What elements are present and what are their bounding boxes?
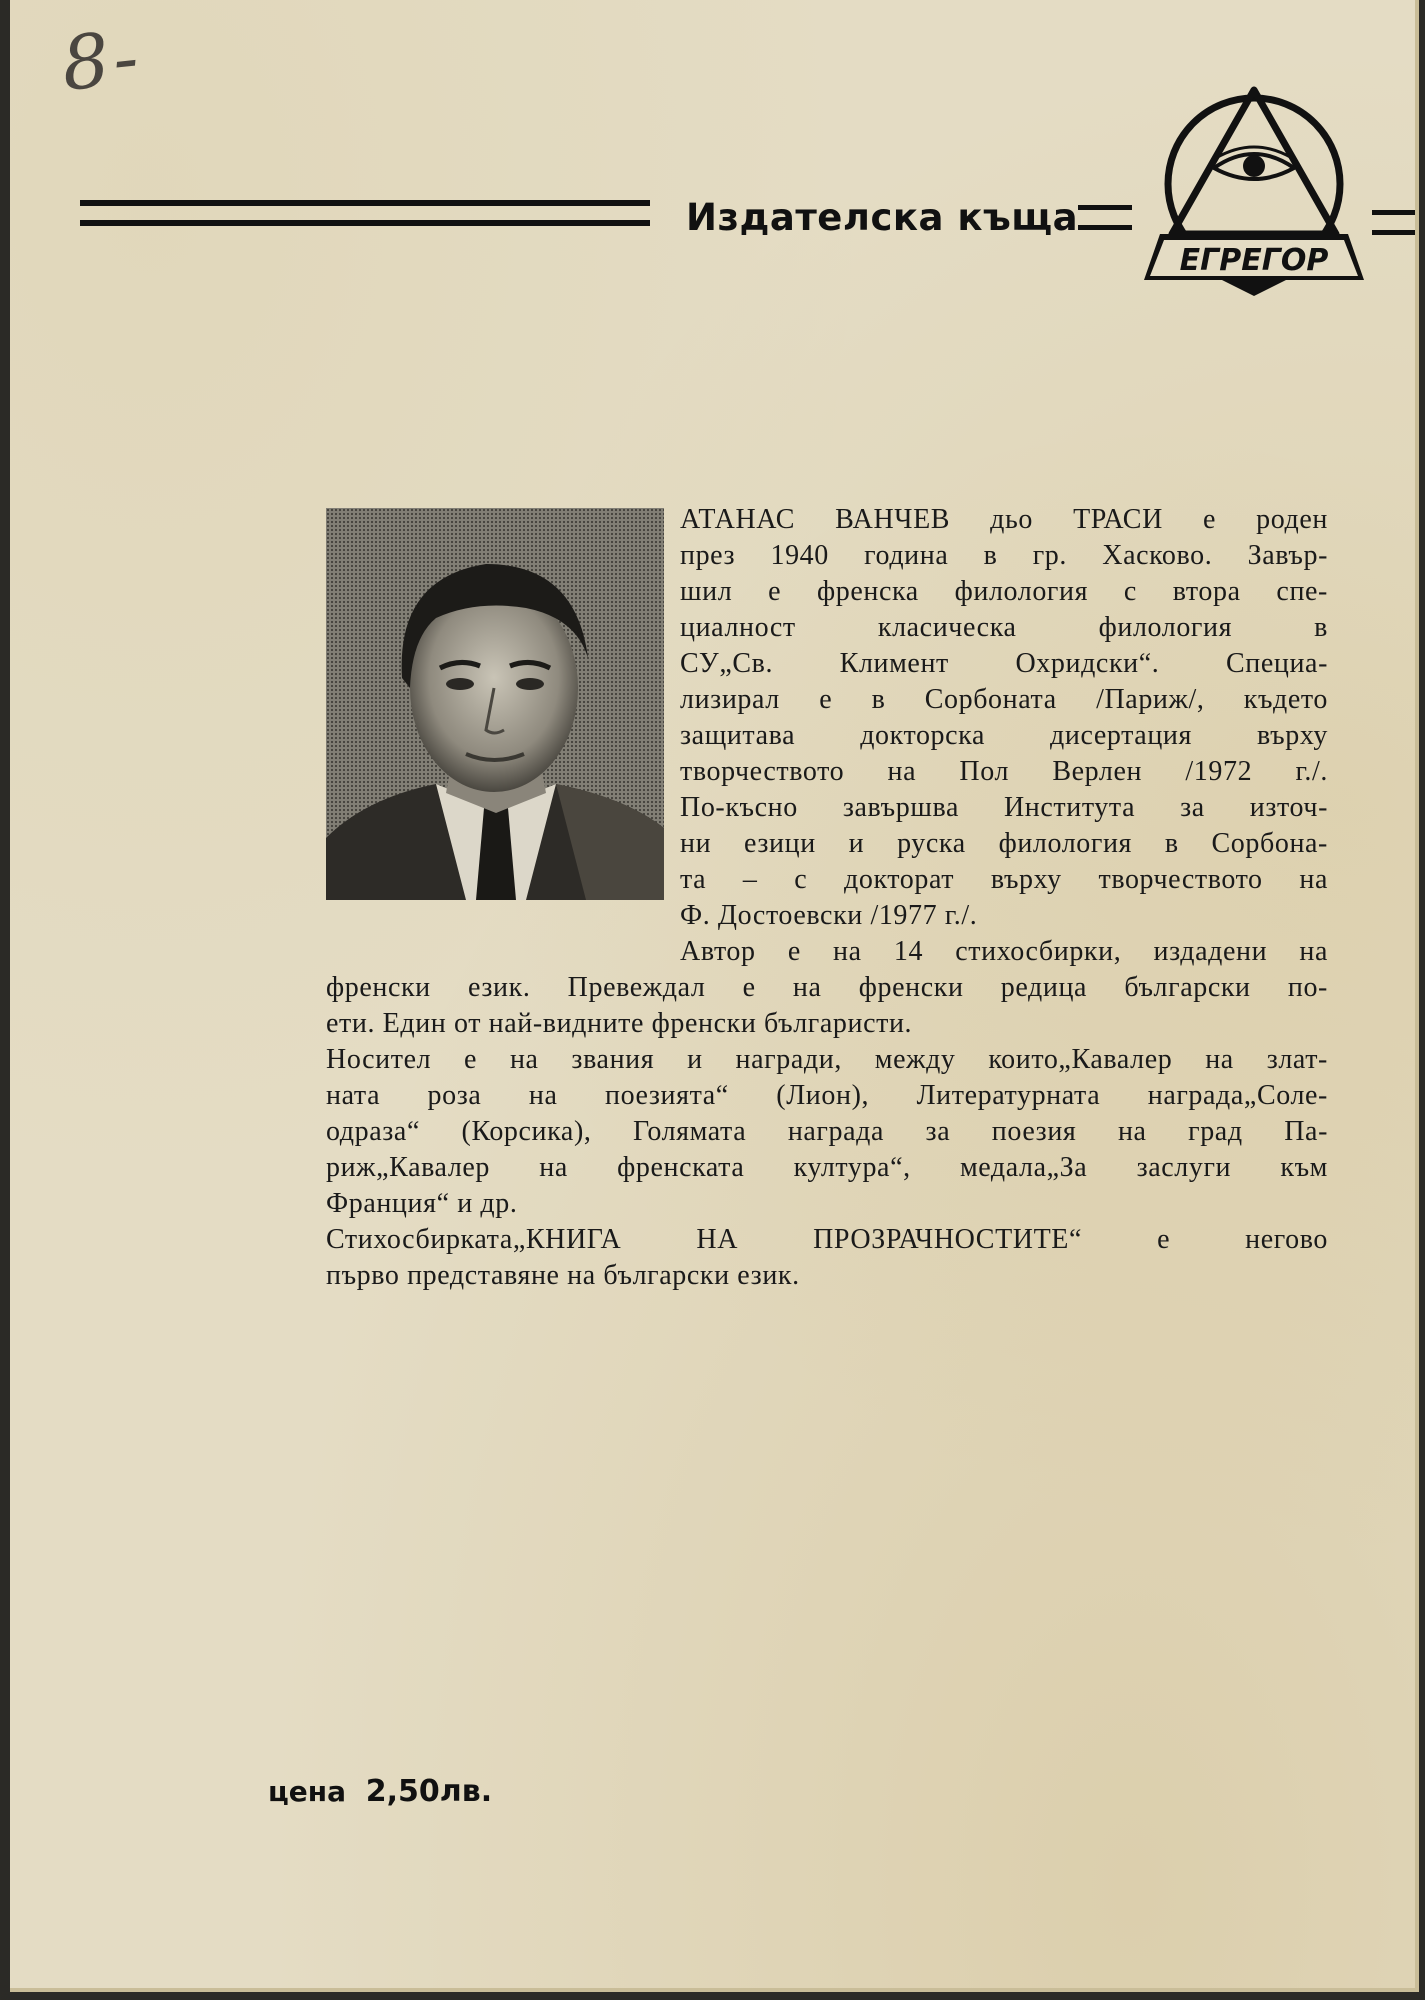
eye-icon — [1214, 147, 1294, 179]
handwritten-page-note: 8- — [57, 14, 147, 108]
bio-line: шил е френска филология с втора спе- — [680, 576, 1328, 607]
price-amount: 2,50лв. — [365, 1774, 493, 1809]
header-rule-mid-bottom — [1078, 225, 1132, 230]
bio-line: одраза“ (Корсика), Голямата награда за поезия на град Па- — [326, 1116, 1328, 1147]
bio-line: френски език. Превеждал е на френски редица български по- — [326, 972, 1328, 1003]
bio-line: ната роза на поезията“ (Лион), Литературната награда„Соле- — [326, 1080, 1328, 1111]
bio-line: творчеството на Пол Верлен /1972 г./. — [680, 756, 1328, 787]
bio-line: първо представяне на български език. — [326, 1260, 800, 1291]
bio-line: Франция“ и др. — [326, 1188, 518, 1219]
bio-line: лизирал е в Сорбоната /Париж/, където — [680, 684, 1328, 715]
price-tag — [268, 1774, 492, 1809]
bio-line: циалност класическа филология в — [680, 612, 1328, 643]
header-rule-left-bottom — [80, 220, 650, 226]
price-label: цена — [268, 1775, 346, 1808]
logo-text: ЕГРЕГОР — [1179, 243, 1329, 278]
author-bio-beside-photo — [680, 502, 1328, 970]
header-rule-right-bottom — [1372, 230, 1415, 235]
bio-line: Носител е на звания и награди, между които„Кавалер на злат- — [326, 1044, 1328, 1075]
publisher-logo — [1136, 84, 1372, 300]
bio-line: ни езици и руска филология в Сорбона- — [680, 828, 1328, 859]
book-back-cover — [10, 0, 1419, 1992]
header-rule-right-top — [1372, 210, 1415, 215]
bio-line: защитава докторска дисертация върху — [680, 720, 1328, 751]
bio-line: риж„Кавалер на френската култура“, медала„За заслуги към — [326, 1152, 1328, 1183]
publisher-label: Издателска къща — [686, 196, 1079, 239]
header-rule-mid-top — [1078, 205, 1132, 210]
bio-line: Стихосбирката„КНИГА НА ПРОЗРАЧНОСТИТЕ“ е негово — [326, 1224, 1328, 1255]
bio-line: АТАНАС ВАНЧЕВ дьо ТРАСИ е роден — [680, 504, 1328, 535]
bio-line: Ф. Достоевски /1977 г./. — [680, 900, 978, 931]
bio-line: та – с докторат върху творчеството на — [680, 864, 1328, 895]
author-photo — [326, 508, 664, 900]
bio-line: Автор е на 14 стихосбирки, издадени на — [680, 936, 1328, 967]
bio-line: По-късно завършва Института за източ- — [680, 792, 1328, 823]
author-bio-full-width — [326, 970, 1328, 1294]
bio-line: през 1940 година в гр. Хасково. Завър- — [680, 540, 1328, 571]
bio-line: СУ„Св. Климент Охридски“. Специа- — [680, 648, 1328, 679]
header-rule-left-top — [80, 200, 650, 206]
bio-line: ети. Един от най-видните френски българисти. — [326, 1008, 913, 1039]
